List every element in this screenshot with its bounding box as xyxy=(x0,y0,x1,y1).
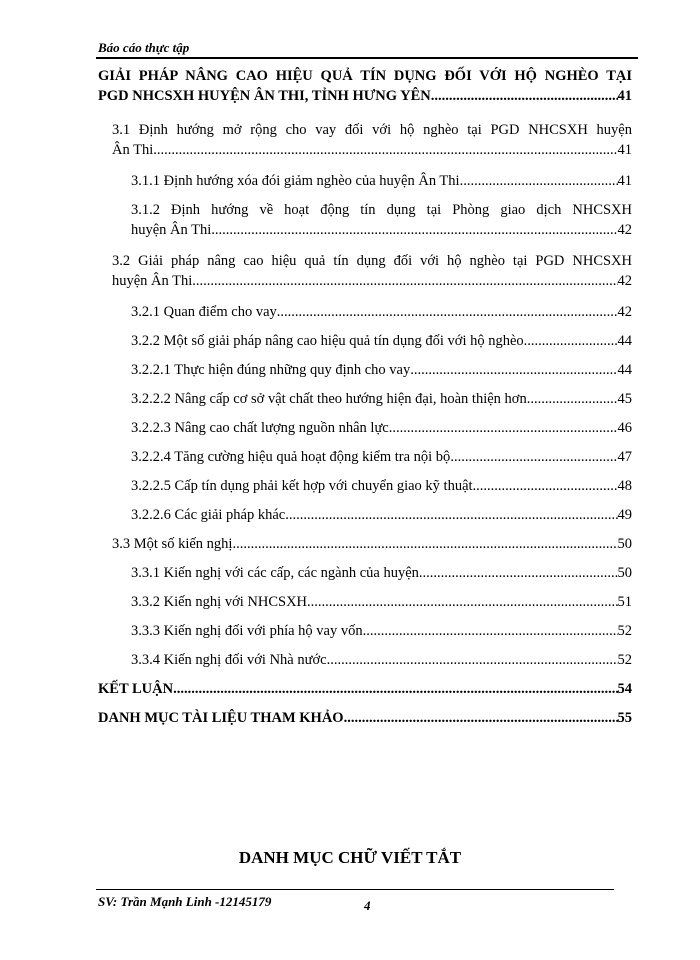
toc-page-number: 51 xyxy=(617,594,632,610)
toc-entry-title-line2: PGD NHCSXH HUYỆN ÂN THI, TỈNH HƯNG YÊN xyxy=(98,88,431,104)
toc-section-3-1-2[interactable] xyxy=(131,200,632,240)
dot-leader xyxy=(211,220,617,240)
toc-page-number: 54 xyxy=(617,681,632,697)
toc-page-number: 42 xyxy=(617,304,632,320)
toc-page-number: 47 xyxy=(617,449,632,465)
dot-leader xyxy=(460,171,618,191)
toc-entry-title-line2: huyện Ân Thi xyxy=(112,273,193,289)
toc-conclusion[interactable] xyxy=(98,679,632,699)
toc-entry-title: 3.2.2.6 Các giải pháp khác xyxy=(131,507,286,523)
dot-leader xyxy=(232,534,617,554)
toc-page-number: 50 xyxy=(617,565,632,581)
footer-author: SV: Trần Mạnh Linh -12145179 xyxy=(98,894,272,909)
toc-section-3-3[interactable] xyxy=(112,534,632,554)
toc-section-3-2-2[interactable] xyxy=(131,331,632,351)
dot-leader xyxy=(450,447,617,467)
toc-section-3-2-2-1[interactable] xyxy=(131,360,632,380)
toc-entry-title: 3.3.2 Kiến nghị với NHCSXH xyxy=(131,594,308,610)
toc-section-3-2-2-2[interactable] xyxy=(131,389,632,409)
toc-page-number: 41 xyxy=(617,173,632,189)
dot-leader xyxy=(192,271,617,291)
toc-page-number: 50 xyxy=(617,536,632,552)
dot-leader xyxy=(153,140,617,160)
toc-page-number: 52 xyxy=(617,623,632,639)
dot-leader xyxy=(431,86,618,106)
toc-entry-title: 3.3.3 Kiến nghị đối với phía hộ vay vốn xyxy=(131,623,363,639)
dot-leader xyxy=(524,331,618,351)
toc-section-3-3-4[interactable] xyxy=(131,650,632,670)
toc-section-3-3-1[interactable] xyxy=(131,563,632,583)
toc-entry-title: 3.1.1 Định hướng xóa đói giảm nghèo của huyện Ân Thi xyxy=(131,173,460,189)
page-number: 4 xyxy=(364,898,371,913)
toc-entry-title-line1: GIẢI PHÁP NÂNG CAO HIỆU QUẢ TÍN DỤNG ĐỐI VỚI HỘ NGHÈO TẠI xyxy=(98,68,632,84)
toc-page-number: 42 xyxy=(617,273,632,289)
toc-section-3-1-1[interactable] xyxy=(131,171,632,191)
toc-entry-title-line1: 3.1.2 Định hướng về hoạt động tín dụng tại Phòng giao dịch NHCSXH xyxy=(131,202,632,218)
toc-chapter-3[interactable] xyxy=(98,66,632,106)
toc-section-3-3-3[interactable] xyxy=(131,621,632,641)
toc-entry-title: 3.2.2.2 Nâng cấp cơ sở vật chất theo hướng hiện đại, hoàn thiện hơn xyxy=(131,391,527,407)
toc-entry-title: 3.3.1 Kiến nghị với các cấp, các ngành của huyện xyxy=(131,565,419,581)
dot-leader xyxy=(363,621,618,641)
toc-entry-title: 3.2.2.1 Thực hiện đúng những quy định cho vay xyxy=(131,362,411,378)
dot-leader xyxy=(419,563,618,583)
toc-page-number: 44 xyxy=(617,362,632,378)
abbreviations-heading: DANH MỤC CHỮ VIẾT TẮT xyxy=(238,848,462,867)
toc-entry-title: 3.3 Một số kiến nghị xyxy=(112,536,233,552)
toc-section-3-2-2-6[interactable] xyxy=(131,505,632,525)
toc-section-3-1[interactable] xyxy=(112,120,632,160)
toc-page-number: 48 xyxy=(617,478,632,494)
toc-references[interactable] xyxy=(98,708,632,728)
dot-leader xyxy=(527,389,618,409)
toc-entry-title: 3.3.4 Kiến nghị đối với Nhà nước xyxy=(131,652,327,668)
toc-section-3-2-1[interactable] xyxy=(131,302,632,322)
toc-entry-title-line2: Ân Thi xyxy=(112,142,154,158)
dot-leader xyxy=(307,592,617,612)
toc-page-number: 44 xyxy=(617,333,632,349)
dot-leader xyxy=(410,360,617,380)
toc-page-number: 52 xyxy=(617,652,632,668)
toc-entry-title-line1: 3.2 Giải pháp nâng cao hiệu quả tín dụng đối với hộ nghèo tại PGD NHCSXH xyxy=(112,253,632,269)
toc-section-3-3-2[interactable] xyxy=(131,592,632,612)
toc-entry-title: 3.2.2 Một số giải pháp nâng cao hiệu quả tín dụng đối với hộ nghèo xyxy=(131,333,524,349)
toc-page-number: 41 xyxy=(617,142,632,158)
dot-leader xyxy=(173,679,617,699)
toc-entry-title-line2: huyện Ân Thi xyxy=(131,222,212,238)
toc-entry-title: 3.2.1 Quan điểm cho vay xyxy=(131,304,277,320)
toc-section-3-2-2-4[interactable] xyxy=(131,447,632,467)
dot-leader xyxy=(327,650,618,670)
toc-entry-title: 3.2.2.4 Tăng cường hiệu quả hoạt động kiểm tra nội bộ xyxy=(131,449,451,465)
toc-entry-title-line1: 3.1 Định hướng mở rộng cho vay đối với hộ nghèo tại PGD NHCSXH huyện xyxy=(112,122,632,138)
running-header: Báo cáo thực tập xyxy=(98,40,190,55)
toc-entry-title: 3.2.2.3 Nâng cao chất lượng nguồn nhân lực xyxy=(131,420,389,436)
toc-page-number: 46 xyxy=(617,420,632,436)
toc-page-number: 41 xyxy=(617,88,632,104)
dot-leader xyxy=(285,505,617,525)
toc-page-number: 45 xyxy=(617,391,632,407)
dot-leader xyxy=(389,418,618,438)
toc-section-3-2-2-5[interactable] xyxy=(131,476,632,496)
toc-entry-title: DANH MỤC TÀI LIỆU THAM KHẢO xyxy=(98,710,344,726)
toc-page-number: 49 xyxy=(617,507,632,523)
toc-section-3-2-2-3[interactable] xyxy=(131,418,632,438)
footer-rule xyxy=(96,889,614,890)
toc-entry-title: 3.2.2.5 Cấp tín dụng phải kết hợp với chuyển giao kỹ thuật xyxy=(131,478,473,494)
header-rule xyxy=(96,57,638,59)
dot-leader xyxy=(473,476,618,496)
toc-page-number: 55 xyxy=(617,710,632,726)
dot-leader xyxy=(344,708,618,728)
toc-section-3-2[interactable] xyxy=(112,251,632,291)
dot-leader xyxy=(277,302,618,322)
toc-page-number: 42 xyxy=(617,222,632,238)
toc-entry-title: KẾT LUẬN xyxy=(98,681,174,697)
